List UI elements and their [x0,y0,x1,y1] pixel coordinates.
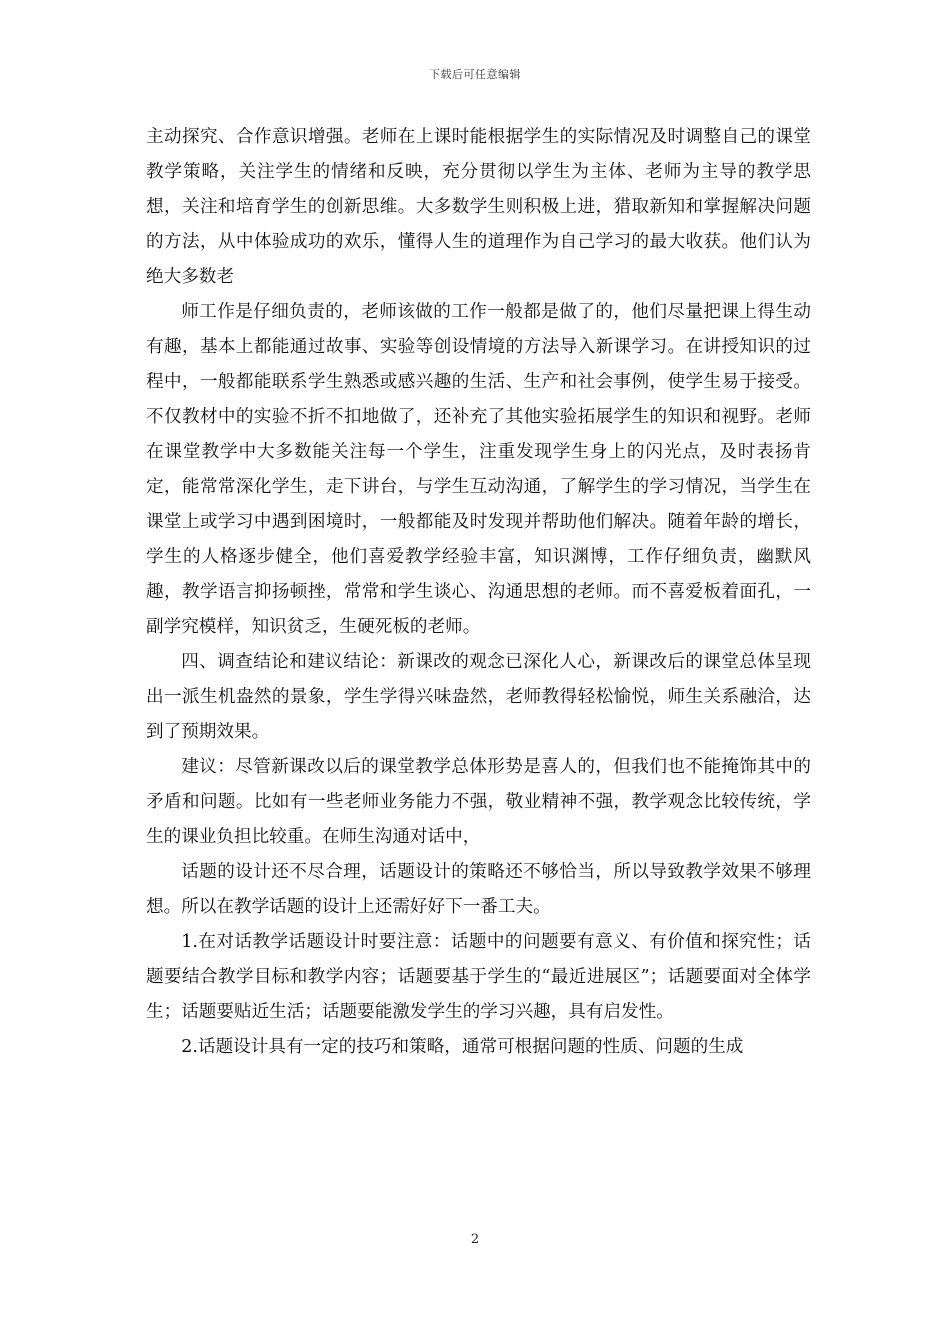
paragraph-conclusion: 四、调查结论和建议结论：新课改的观念已深化人心，新课改后的课堂总体呈现出一派生机盎然的景象，学生学得兴味盎然，老师教得轻松愉悦，师生关系融洽，达到了预期效果。 [146,652,811,742]
page-number: 2 [470,1232,480,1247]
document-body [146,120,811,1065]
paragraph-continued: 主动探究、合作意识增强。老师在上课时能根据学生的实际情况及时调整自己的课堂教学策略，关注学生的情绪和反映，充分贯彻以学生为主体、老师为主导的教学思想，关注和培育学生的创新思维。大多数学生则积极上进，猎取新知和掌握解决问题的方法，从中体验成功的欢乐，懂得人生的道理作为自己学习的最大收获。他们认为绝大多数老 [146,127,811,287]
paragraph-suggestion: 建议：尽管新课改以后的课堂教学总体形势是喜人的，但我们也不能掩饰其中的矛盾和问题。比如有一些老师业务能力不强，敬业精神不强，教学观念比较传统，学生的课业负担比较重。在师生沟通对话中， [146,757,811,847]
page-header: 下载后可任意编辑 [429,68,521,81]
paragraph-teacher-work: 师工作是仔细负责的，老师该做的工作一般都是做了的，他们尽量把课上得生动有趣，基本上都能通过故事、实验等创设情境的方法导入新课学习。在讲授知识的过程中，一般都能联系学生熟悉或感兴趣的生活、生产和社会事例，使学生易于接受。不仅教材中的实验不折不扣地做了，还补充了其他实验拓展学生的知识和视野。老师在课堂教学中大多数能关注每一个学生，注重发现学生身上的闪光点，及时表扬肯定，能常常深化学生，走下讲台，与学生互动沟通，了解学生的学习情况，当学生在课堂上或学习中遇到困境时，一般都能及时发现并帮助他们解决。随着年龄的增长，学生的人格逐步健全，他们喜爱教学经验丰富，知识渊博，工作仔细负责，幽默风趣，教学语言抑扬顿挫，常常和学生谈心、沟通思想的老师。而不喜爱板着面孔，一副学究模样，知识贫乏，生硬死板的老师。 [146,302,811,637]
paragraph-point-1: 1.在对话教学话题设计时要注意：话题中的问题要有意义、有价值和探究性；话题要结合教学目标和教学内容；话题要基于学生的“最近进展区”；话题要面对全体学生；话题要贴近生活；话题要能激发学生的学习兴趣，具有启发性。 [146,932,811,1022]
paragraph-point-2: 2.话题设计具有一定的技巧和策略，通常可根据问题的性质、问题的生成 [181,1037,744,1057]
paragraph-topic-design: 话题的设计还不尽合理，话题设计的策略还不够恰当，所以导致教学效果不够理想。所以在教学话题的设计上还需好好下一番工夫。 [146,862,811,917]
